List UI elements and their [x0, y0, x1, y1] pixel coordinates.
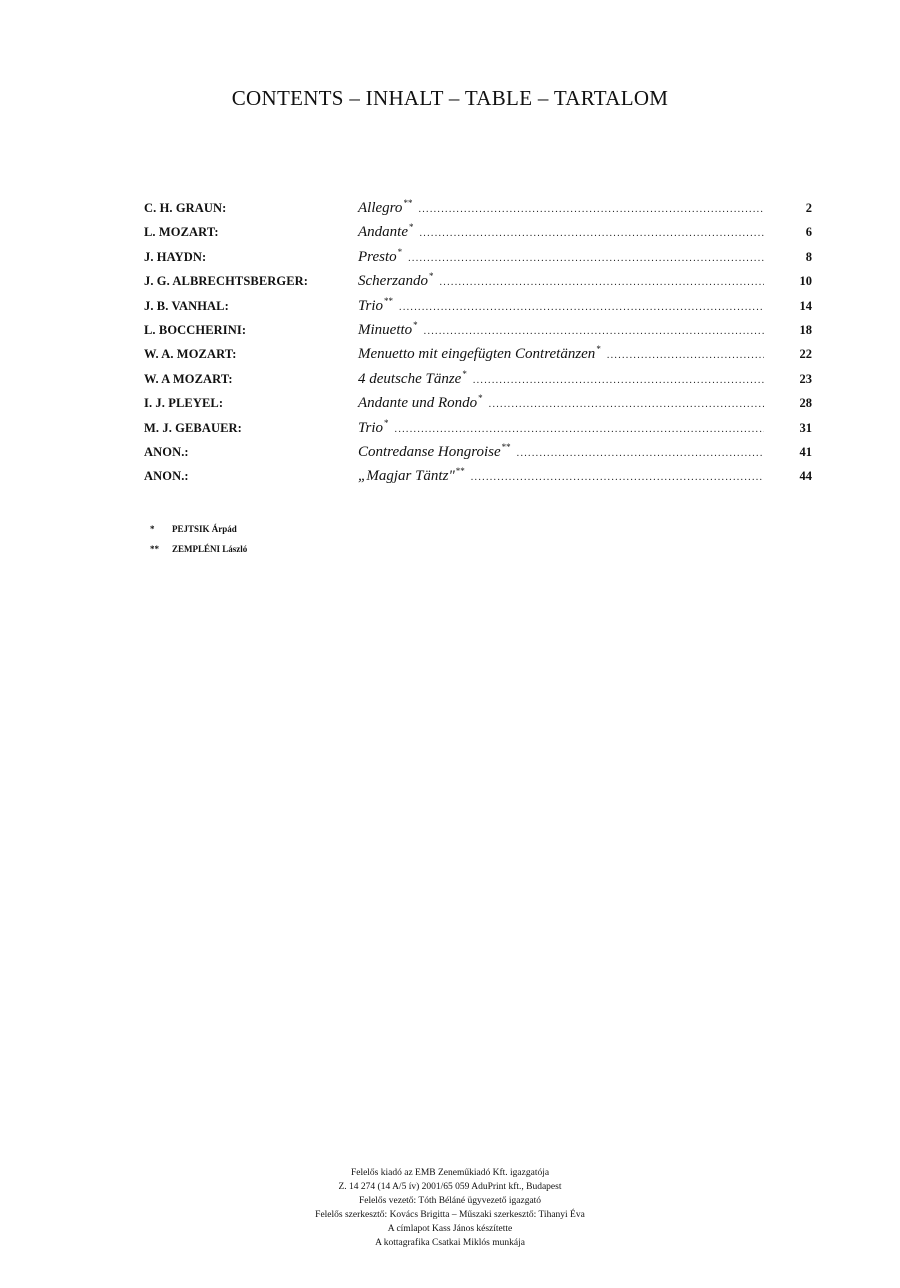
credit-line: Z. 14 274 (14 A/5 ív) 2001/65 059 AduPrint kft., Budapest	[338, 1182, 562, 1192]
composer-name: M. J. GEBAUER:	[144, 420, 242, 435]
dot-leader	[517, 448, 764, 459]
page-number: 14	[799, 298, 812, 313]
work-title: Allegro**	[358, 198, 413, 216]
page-number: 23	[799, 371, 812, 386]
arranger-mark: *	[596, 344, 601, 355]
arranger-mark: **	[384, 295, 394, 306]
work-cell	[358, 346, 772, 363]
arranger-mark: *	[397, 246, 403, 257]
work-title: „Magjar Täntz"**	[358, 466, 465, 485]
work-cell	[358, 441, 772, 461]
dot-leader	[473, 375, 764, 386]
dot-leader	[489, 399, 764, 410]
publisher-credits	[0, 1166, 900, 1250]
composer-name: W. A. MOZART:	[144, 347, 237, 362]
arranger-mark: *	[429, 271, 434, 282]
footnote-mark: *	[150, 524, 155, 534]
dot-leader	[420, 228, 765, 239]
page-number: 28	[799, 396, 812, 411]
page-number: 18	[799, 322, 812, 337]
credit-line: Felelős vezető: Tóth Béláné ügyvezető igazgató	[358, 1196, 542, 1206]
toc-entry	[144, 295, 812, 322]
toc-entry	[144, 417, 812, 444]
credit-line: Felelős kiadó az EMB Zeneműkiadó Kft. igazgatója	[350, 1168, 550, 1178]
work-title: Menuetto mit eingefügten Contretänzen*	[358, 344, 601, 363]
page-number: 6	[805, 225, 812, 240]
page-number: 10	[799, 274, 812, 289]
work-title: Trio*	[358, 417, 389, 436]
arranger-mark: **	[455, 466, 465, 477]
credit-line: Felelős szerkesztő: Kovács Brigitta – Műszaki szerkesztő: Tihanyi Éva	[315, 1210, 585, 1220]
composer-name: L. BOCCHERINI:	[144, 322, 247, 337]
footnote	[150, 524, 247, 544]
credit-line: A kottagrafika Csatkai Miklós munkája	[375, 1238, 525, 1248]
composer-name: J. G. ALBRECHTSBERGER:	[144, 274, 309, 289]
toc-entry	[144, 468, 812, 492]
work-title: Scherzando*	[358, 271, 434, 290]
page-number: 2	[805, 201, 812, 215]
arranger-name: ZEMPLÉNI László	[172, 544, 248, 554]
work-cell	[358, 468, 772, 485]
page-number: 31	[799, 420, 812, 435]
work-cell	[358, 417, 772, 437]
work-title: Andante*	[358, 222, 414, 241]
composer-name: L. MOZART:	[144, 225, 219, 240]
toc-entry	[144, 224, 812, 248]
composer-name: I. J. PLEYEL:	[144, 396, 224, 411]
page-number: 8	[805, 249, 812, 264]
footnote-mark: **	[150, 544, 159, 554]
footnote	[150, 544, 247, 564]
table-of-contents	[144, 200, 812, 493]
arranger-mark: *	[413, 319, 418, 330]
arranger-mark: *	[478, 393, 483, 404]
dot-leader	[408, 253, 764, 264]
work-title: Presto*	[358, 246, 403, 265]
work-cell	[358, 224, 772, 241]
toc-entry	[144, 273, 812, 297]
dot-leader	[607, 350, 764, 361]
dot-leader	[424, 326, 764, 337]
arranger-mark: *	[462, 368, 467, 379]
work-cell	[358, 200, 772, 217]
dot-leader	[418, 204, 764, 215]
work-title: Trio**	[358, 295, 394, 314]
credit-line: A címlapot Kass János készítette	[387, 1224, 513, 1234]
work-title: 4 deutsche Tänze*	[358, 368, 467, 387]
work-title: Minuetto*	[358, 319, 418, 338]
arranger-mark: **	[403, 198, 413, 208]
footnotes	[150, 524, 247, 564]
toc-entry	[144, 319, 812, 346]
composer-name: ANON.:	[144, 444, 189, 459]
work-cell	[358, 246, 772, 266]
page-number: 41	[799, 444, 812, 459]
composer-name: ANON.:	[144, 469, 189, 484]
composer-name: C. H. GRAUN:	[144, 201, 227, 215]
work-cell	[358, 319, 772, 339]
arranger-mark: *	[409, 222, 414, 233]
dot-leader	[440, 277, 765, 288]
composer-name: J. B. VANHAL:	[144, 298, 229, 313]
dot-leader	[395, 424, 764, 435]
work-cell	[358, 273, 772, 290]
toc-entry	[144, 346, 812, 370]
work-cell	[358, 368, 772, 388]
page-title: CONTENTS – INHALT – TABLE – TARTALOM	[231, 86, 669, 110]
composer-name: J. HAYDN:	[144, 249, 207, 264]
toc-entry	[144, 368, 812, 395]
work-cell	[358, 295, 772, 315]
work-title: Andante und Rondo*	[358, 393, 483, 412]
toc-entry	[144, 200, 812, 224]
toc-entry	[144, 395, 812, 419]
arranger-name: PEJTSIK Árpád	[172, 524, 237, 534]
work-title: Contredanse Hongroise**	[358, 441, 511, 460]
page-number: 22	[799, 347, 812, 362]
arranger-mark: *	[384, 417, 389, 428]
work-cell	[358, 395, 772, 412]
dot-leader	[399, 302, 764, 313]
toc-entry	[144, 441, 812, 468]
page-number: 44	[799, 469, 812, 484]
dot-leader	[471, 472, 764, 483]
arranger-mark: **	[501, 441, 511, 452]
composer-name: W. A MOZART:	[144, 371, 233, 386]
toc-entry	[144, 246, 812, 273]
